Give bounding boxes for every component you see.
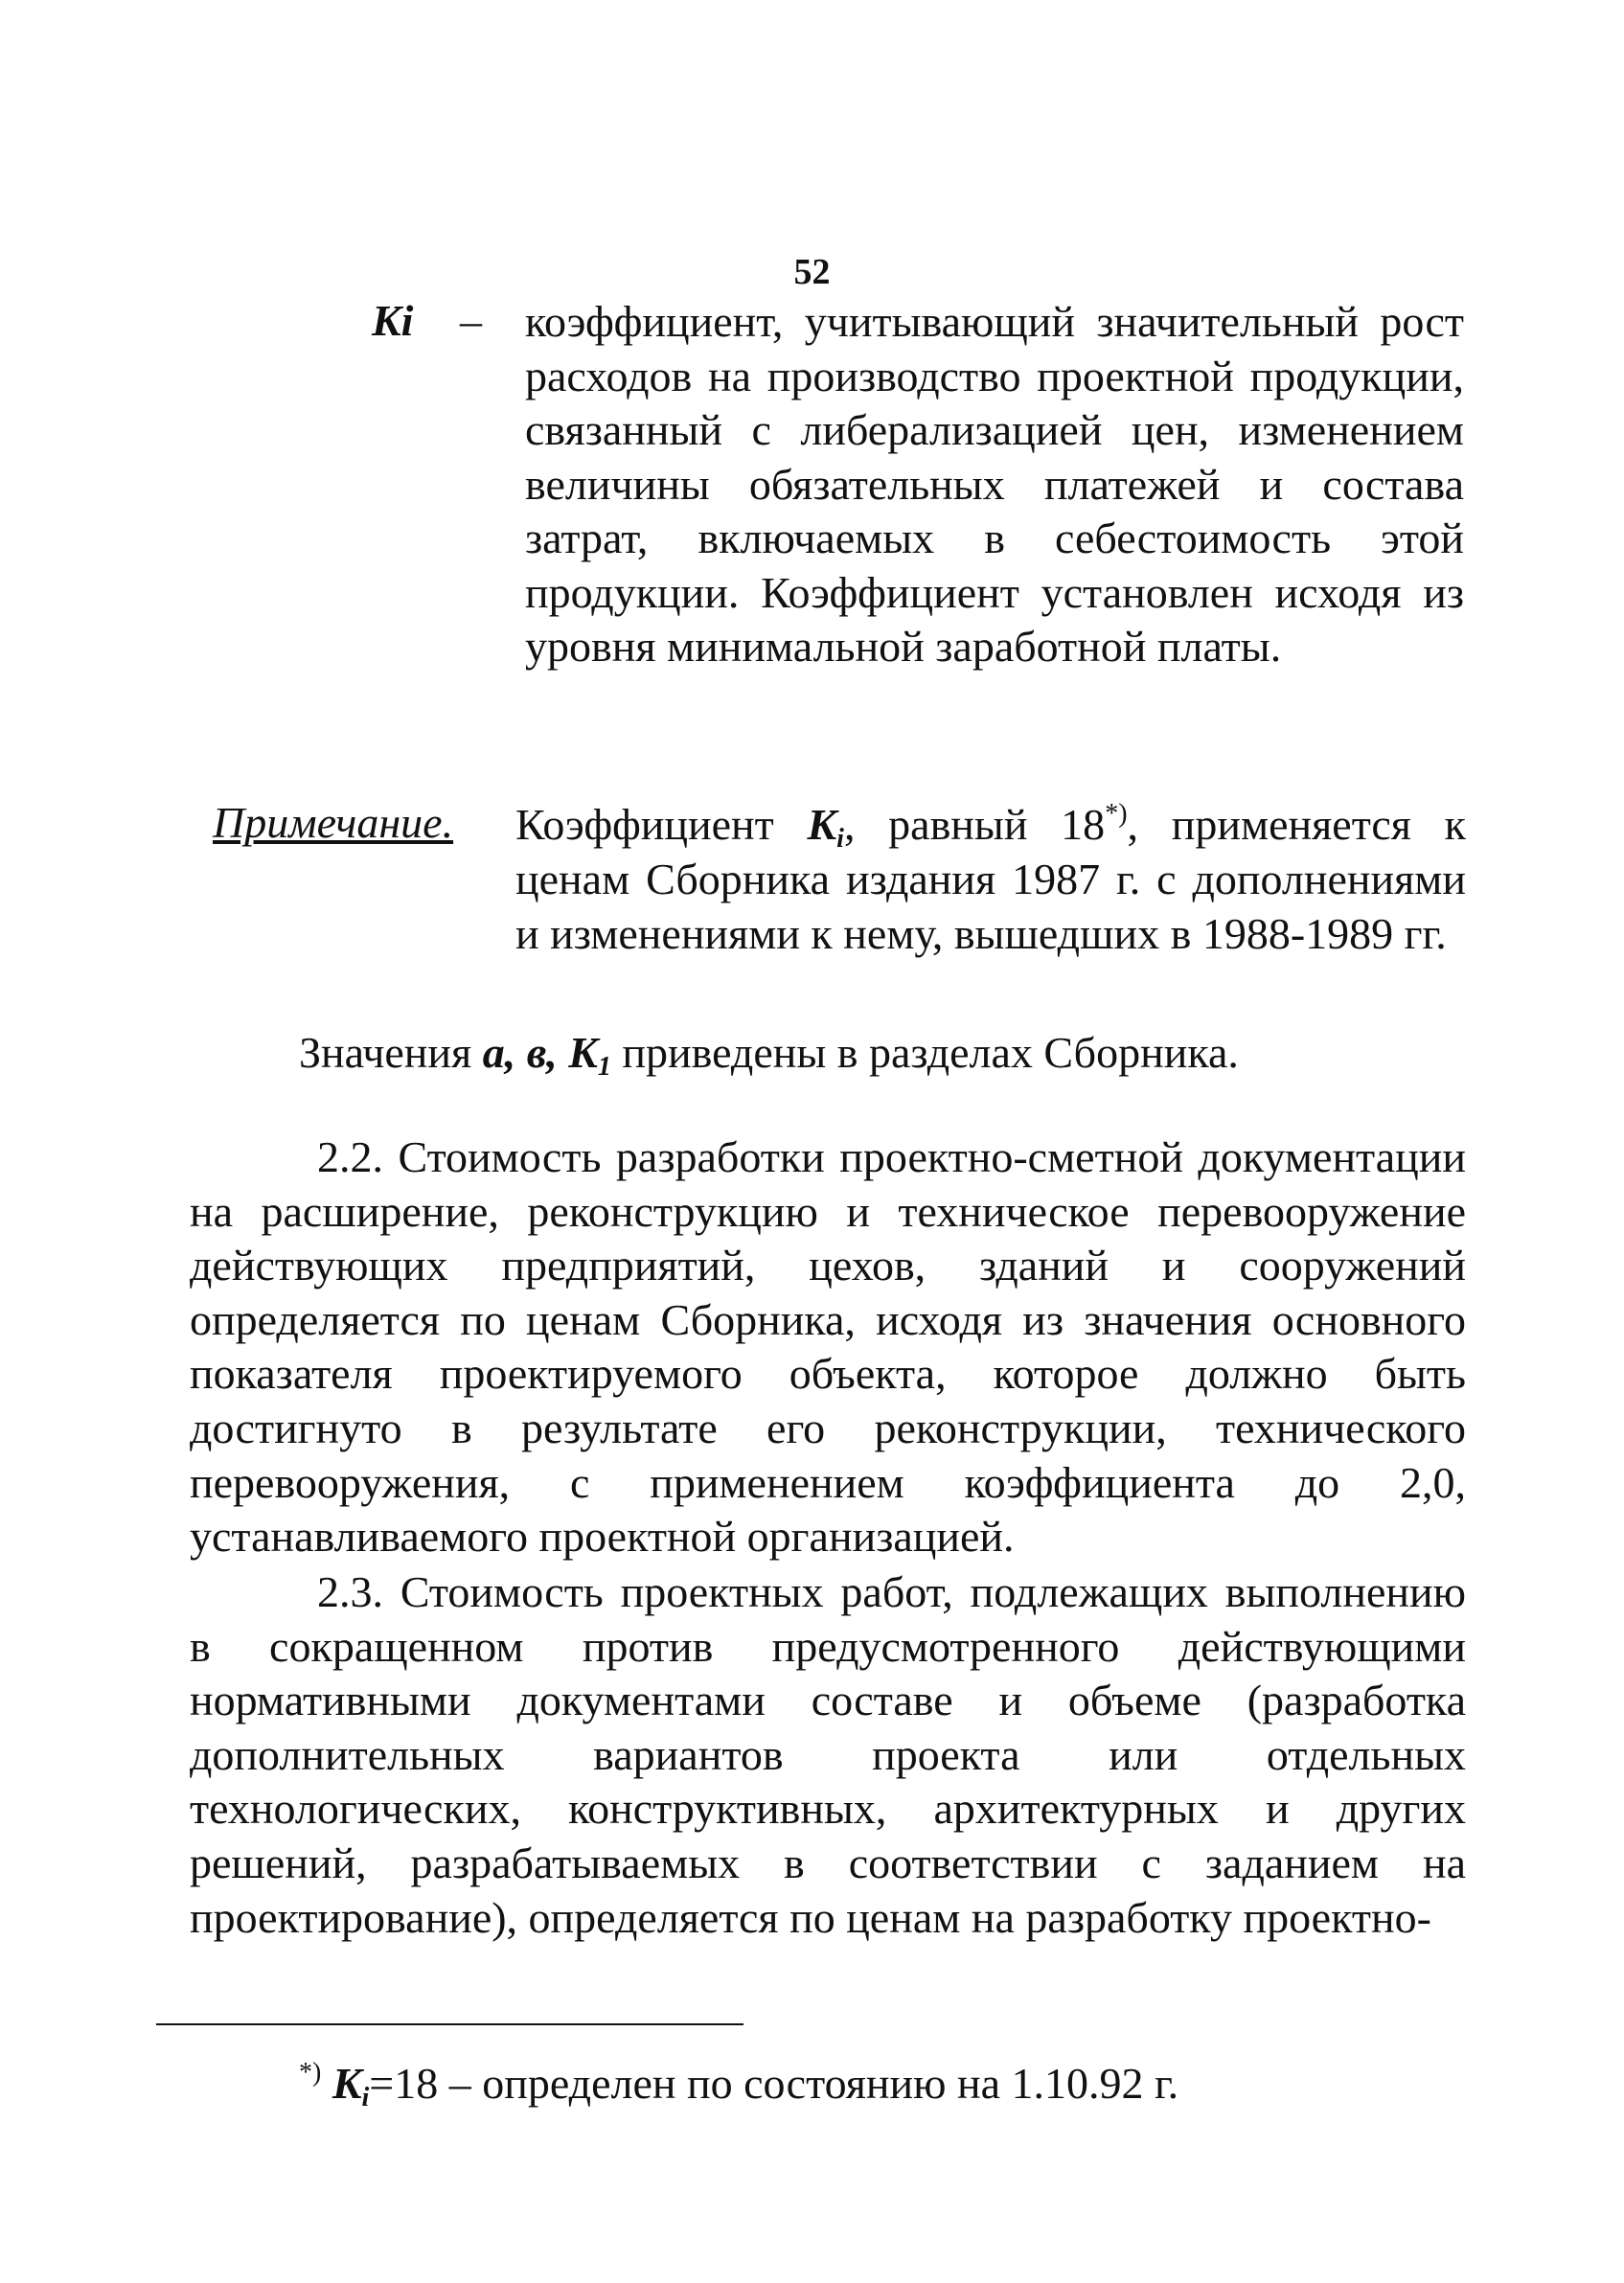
footnote-text: =18 – определен по состоянию на 1.10.92 г. <box>369 2059 1179 2108</box>
note-text-suffix: , применяется к ценам Сборника издания 1987 г. с дополнениями и изменениями к нему, вышедших в 1988-1989 гг. <box>515 800 1467 958</box>
values-suffix: приведены в разделах Сборника. <box>610 1028 1239 1077</box>
note-label: Примечание. <box>213 798 454 847</box>
definition-dash: – <box>460 296 482 345</box>
values-line <box>299 1027 1239 1082</box>
footnote-k-subscript: i <box>361 2083 370 2112</box>
note-text <box>515 797 1466 961</box>
paragraph-2-2: 2.2. Стоимость разработки проектно-сметной документации на расширение, реконструкцию и техническое перевооружение действующих предприятий, цехов, зданий и сооружений определяется по ценам Сборника, исходя из значения основного показателя проектируемого объекта, которое должно быть достигнуто в результате его реконструкции, технического перевооружения, с применением коэффициента до 2,0, устанавливаемого проектной организацией. <box>190 1132 1466 1562</box>
paragraph-2-3: 2.3. Стоимость проектных работ, подлежащих выполнению в сокращенном против предусмотренного действующими нормативными документами составе и объеме (разработка дополнительных вариантов проекта или отдельных технологических, конструктивных, архитектурных и других решений, разрабатываемых в соответствии с заданием на проектирование), определяется по ценам на разработку проектно- <box>190 1567 1466 1942</box>
note-k-symbol: K <box>807 800 837 849</box>
values-symbols: a, в, K <box>482 1028 598 1077</box>
values-symbols-subscript: 1 <box>597 1052 611 1082</box>
values-prefix: Значения <box>299 1028 483 1077</box>
note-k-subscript: i <box>836 824 844 854</box>
page-number: 52 <box>793 252 831 292</box>
definition-text: коэффициент, учитывающий значительный рост расходов на производство проектной продукции, связанный с либерализацией цен, изменением величины обязательных платежей и состава затрат, включаемых в себестоимость этой продукции. Коэффициент установлен исходя из уровня минимальной заработной платы. <box>525 297 1464 671</box>
footnote <box>299 2058 1179 2112</box>
note-text-mid: , равный 18 <box>843 800 1106 849</box>
definition-symbol: Ki <box>372 296 414 345</box>
note-text-prefix: Коэффициент <box>515 800 808 849</box>
note-footnote-mark: *) <box>1105 799 1128 829</box>
footnote-separator <box>156 2023 743 2025</box>
footnote-k-symbol: K <box>332 2059 362 2108</box>
footnote-mark: *) <box>299 2058 322 2088</box>
